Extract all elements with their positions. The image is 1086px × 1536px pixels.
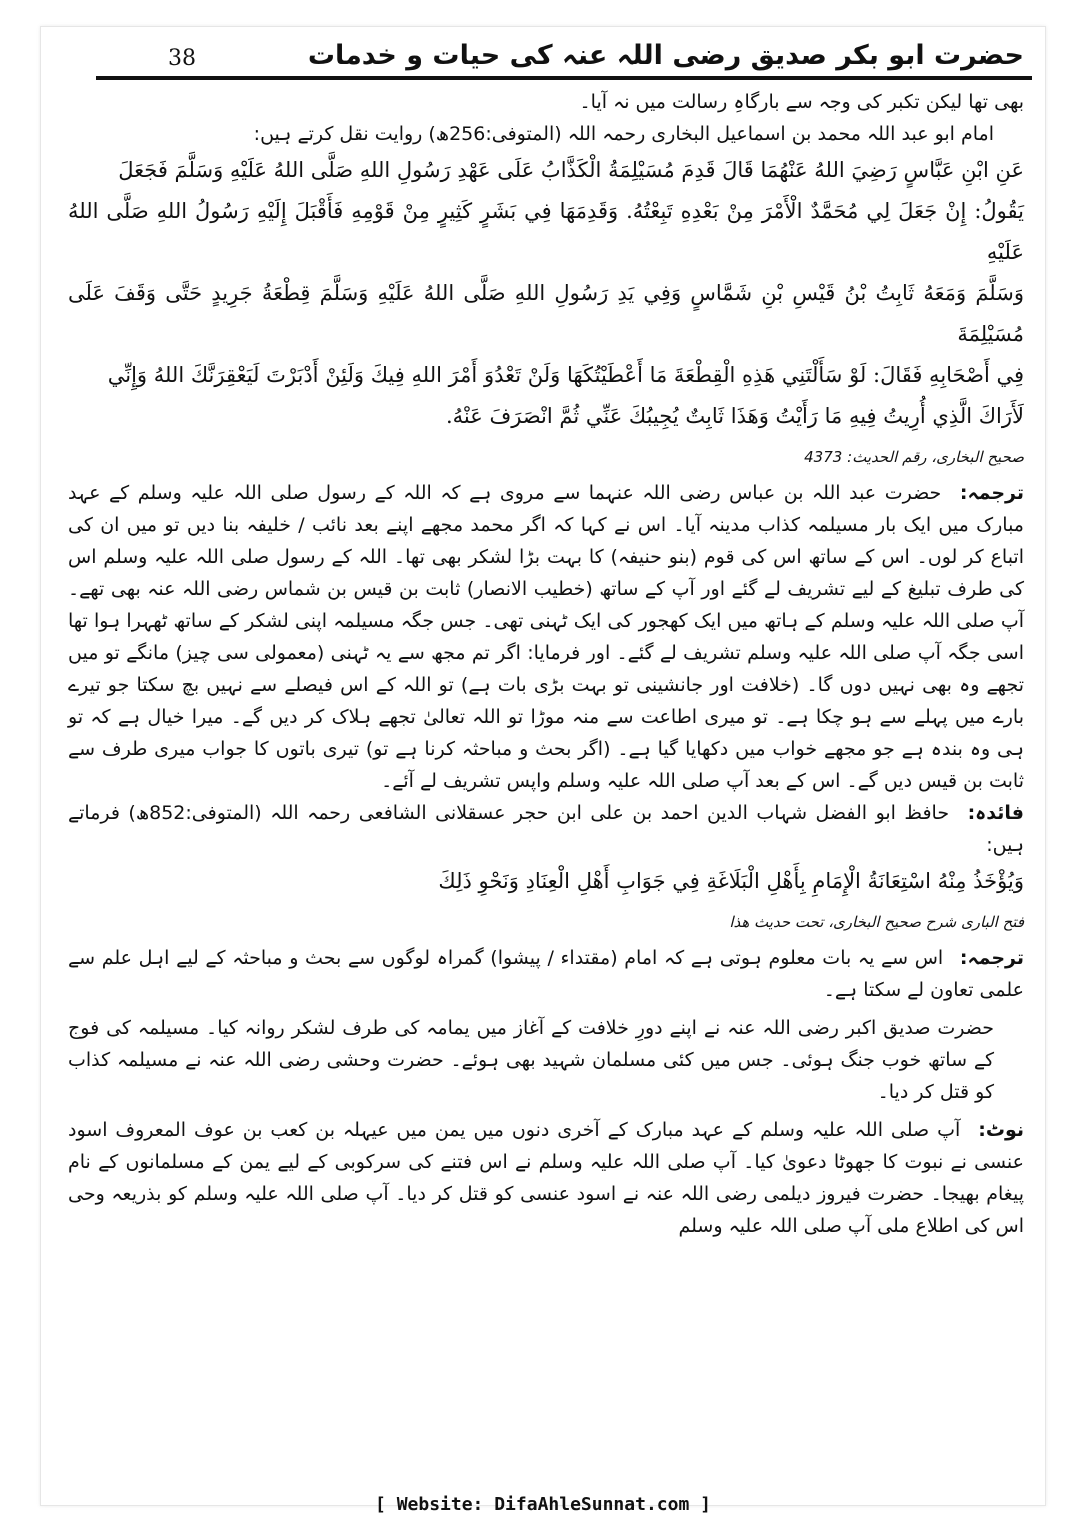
intro-line: بھی تھا لیکن تکبر کی وجہ سے بارگاہِ رسالت میں نہ آیا۔ (579, 91, 1024, 113)
translation-label: ترجمہ: (959, 482, 1024, 504)
arabic-quote: وَيُؤْخَذُ مِنْهُ اسْتِعَانَةُ الْإِمَامِ بِأَهْلِ الْبَلَاغَةِ فِي جَوَابِ أَهْلِ الْعِنَادِ وَنَحْوِ ذَلِكَ (438, 869, 1024, 893)
siddiq-paragraph (68, 1012, 1024, 1108)
siddiq-paragraph-text: حضرت صدیق اکبر رضی اللہ عنہ نے اپنے دورِ خلافت کے آغاز میں یمامہ کی طرف لشکر روانہ کیا۔ مسیلمہ کی فوج کے ساتھ خوب جنگ ہوئی۔ جس میں کئی مسلمان شہید بھی ہوئے۔ حضرت وحشی رضی اللہ عنہ نے مسیلمہ کذاب کو قتل کر دیا۔ (68, 1017, 994, 1103)
arabic-hadith (68, 150, 1024, 437)
faida-text: حافظ ابو الفضل شہاب الدین احمد بن علی ابن حجر عسقلانی الشافعی رحمہ اللہ (المتوفی:852ھ) فرماتے ہیں: (68, 802, 1024, 856)
arabic-hadith-line: فِي أَصْحَابِهِ فَقَالَ: لَوْ سَأَلْتَنِي هَذِهِ الْقِطْعَةَ مَا أَعْطَيْتُكَهَا وَلَنْ تَعْدُوَ أَمْرَ اللهِ فِيكَ وَلَئِنْ أَدْبَرْتَ لَيَعْقِرَنَّكَ اللهُ وَإِنِّي (107, 363, 1024, 387)
faida-paragraph (68, 797, 1024, 861)
imam-line (68, 118, 1024, 150)
note-text: آپ صلی اللہ علیہ وسلم کے عہد مبارک کے آخری دنوں میں یمن میں عیہلہ بن کعب بن عوف المعروف اسود عنسی نے نبوت کا جھوٹا دعویٰ کیا۔ آپ صلی اللہ علیہ وسلم نے اس فتنے کی سرکوبی کے لیے یمن کے مسلمانوں کے نام پیغام بھیجا۔ حضرت فیروز دیلمی رضی اللہ عنہ نے اسود عنسی کو قتل کر دیا۔ آپ صلی اللہ علیہ وسلم کو بذریعہ وحی اس کی اطلاع ملی آپ صلی اللہ علیہ وسلم (68, 1119, 1024, 1237)
page-content (68, 86, 1024, 1242)
reference-bukhari: صحیح البخاری، رقم الحدیث: 4373 (804, 448, 1024, 466)
arabic-hadith-line: وَسَلَّمَ وَمَعَهُ ثَابِتُ بْنُ قَيْسِ بْنِ شَمَّاسٍ وَفِي يَدِ رَسُولِ اللهِ صَلَّى اللهُ عَلَيْهِ وَسَلَّمَ قِطْعَةُ جَرِيدٍ حَتَّى وَقَفَ عَلَى مُسَيْلِمَةَ (68, 281, 1024, 346)
imam-line-text: امام ابو عبد اللہ محمد بن اسماعیل البخاری رحمہ اللہ (المتوفی:256ھ) روایت نقل کرتے ہیں: (253, 123, 994, 145)
page-number: 38 (168, 46, 196, 71)
reference-fath-al-bari: فتح الباری شرح صحیح البخاری، تحت حدیث ھذا (729, 913, 1024, 931)
arabic-hadith-line: لَأَرَاكَ الَّذِي أُرِيتُ فِيهِ مَا رَأَيْتُ وَهَذَا ثَابِتٌ يُجِيبُكَ عَنِّي ثُمَّ انْصَرَفَ عَنْهُ. (445, 404, 1024, 428)
faida-label: فائدہ: (967, 802, 1024, 824)
website-footer: [ Website: DifaAhleSunnat.com ] (375, 1494, 711, 1515)
arabic-hadith-line: يَقُولُ: إِنْ جَعَلَ لِي مُحَمَّدٌ الْأَمْرَ مِنْ بَعْدِهِ تَبِعْتُهُ. وَقَدِمَهَا فِي بَشَرٍ كَثِيرٍ مِنْ قَوْمِهِ فَأَقْبَلَ إِلَيْهِ رَسُولُ اللهِ صَلَّى اللهُ عَلَيْهِ (68, 199, 1024, 264)
translation-text: حضرت عبد اللہ بن عباس رضی اللہ عنہما سے مروی ہے کہ اللہ کے رسول صلی اللہ علیہ وسلم کے عہد مبارک میں ایک بار مسیلمہ کذاب مدینہ آیا۔ اس نے کہا کہ اگر محمد مجھے اپنے بعد نائب / خلیفہ بنا دیں تو میں ان کی اتباع کر لوں۔ اس کے ساتھ اس کی قوم (بنو حنیفہ) کا بہت بڑا لشکر بھی تھا۔ اللہ کے رسول صلی اللہ علیہ وسلم اس کی طرف تبلیغ کے لیے تشریف لے گئے اور آپ کے ساتھ (خطیب الانصار) ثابت بن قیس بن شماس رضی اللہ عنہ بھی تھے۔ آپ صلی اللہ علیہ وسلم کے ہاتھ میں ایک کھجور کی ایک ٹہنی تھی۔ جس جگہ مسیلمہ اپنی لشکر کے ساتھ ٹھہرا ہوا تھا اسی جگہ آپ صلی اللہ علیہ وسلم تشریف لے گئے۔ اور فرمایا: اگر تم مجھ سے یہ ٹہنی (معمولی سی چیز) مانگے تو میں تجھے وہ بھی نہیں دوں گا۔ (خلافت اور جانشینی تو بہت بڑی بات ہے) تو اللہ کے اس فیصلے سے نہیں بچ سکتا جو تیرے بارے میں پہلے سے ہو چکا ہے۔ تو میری اطاعت سے منہ موڑا تو اللہ تعالیٰ تجھے ہلاک کر دیں گے۔ میرا خیال ہے کہ تو ہی وہ بندہ ہے جو مجھے خواب میں دکھایا گیا ہے۔ (اگر بحث و مباحثہ کرنا ہے تو) تیری باتوں کا جواب میری طرف سے ثابت بن قیس دیں گے۔ اس کے بعد آپ صلی اللہ علیہ وسلم واپس تشریف لے آئے۔ (68, 482, 1024, 792)
translation-2-text: اس سے یہ بات معلوم ہوتی ہے کہ امام (مقتداء / پیشوا) گمراہ لوگوں سے بحث و مباحثہ کے لیے اہل علم سے علمی تعاون لے سکتا ہے۔ (68, 947, 1024, 1001)
translation-2-paragraph (68, 942, 1024, 1006)
book-title: حضرت ابو بکر صدیق رضی اللہ عنہ کی حیات و خدمات (307, 40, 1024, 71)
header-rule (96, 76, 1032, 80)
note-label: نوٹ: (978, 1119, 1024, 1141)
arabic-hadith-line: عَنِ ابْنِ عَبَّاسٍ رَضِيَ اللهُ عَنْهُمَا قَالَ قَدِمَ مُسَيْلِمَةُ الْكَذَّابُ عَلَى عَهْدِ رَسُولِ اللهِ صَلَّى اللهُ عَلَيْهِ وَسَلَّمَ فَجَعَلَ (118, 158, 1024, 182)
translation-paragraph (68, 477, 1024, 797)
note-paragraph (68, 1114, 1024, 1242)
translation-2-label: ترجمہ: (959, 947, 1024, 969)
